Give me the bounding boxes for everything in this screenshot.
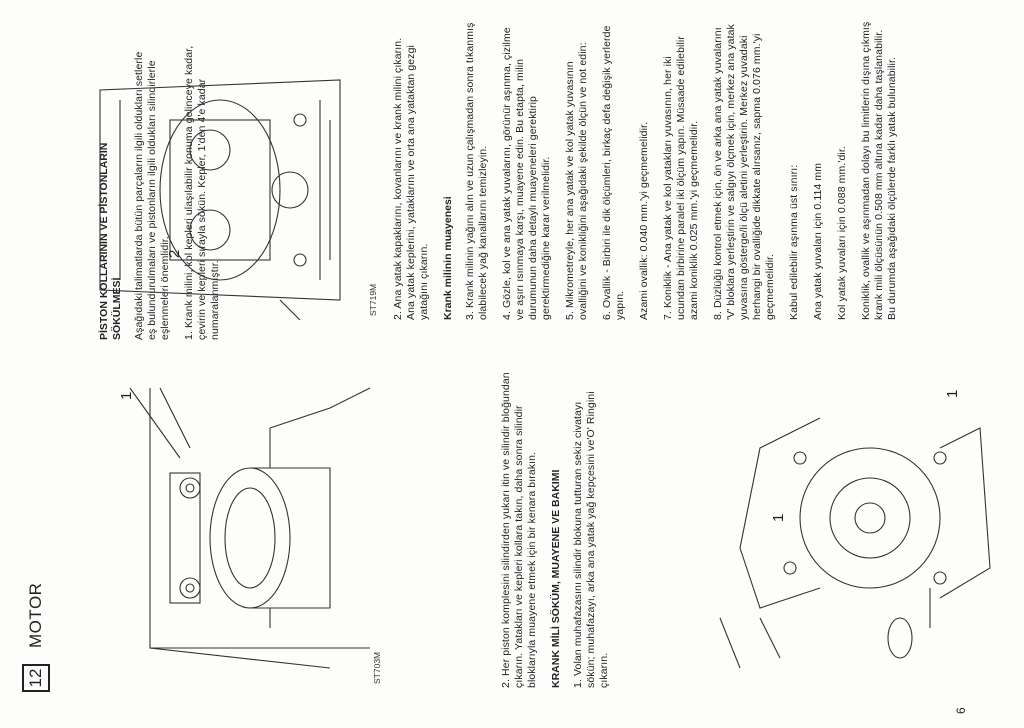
- paragraph: 4. Gözle, kol ve ana yatak yuvalarını, görünür aşınma, çizilme ve aşırı ısınmaya karşı, muayene edin. Bu etapta, milin durumunun daha detaylı muayeneleri gerektirip gerektirmediğine karar verilmelidir.: [501, 27, 552, 320]
- heading-piston-rods: PİSTON KOLLARININ VE PİSTONLARIN: [98, 142, 110, 340]
- figure-callout-1: 1: [770, 513, 787, 522]
- page-number: 6: [954, 707, 968, 714]
- crankshaft-illustration: [60, 60, 380, 320]
- paragraph: 1. Volan muhafazasını silindir blokuna tutturan sekiz civatayı sökün; muhafazayı, arka ana yatak yağ kepçesini ve'O' Ringini çıkarın.: [572, 391, 610, 688]
- figure-callout-2: 2: [166, 249, 183, 258]
- paragraph: Koniklik, ovallik ve aşınmadan dolayı bu limitlerin dışına çıkmış krank mili ölçüsünün 0.508 mm altına kadar daha taşlanabilir. Bu durumda aşağıdaki ölçülerde farklı yatak bulunabilir.: [860, 21, 898, 320]
- paragraph: 2. Her piston komplesini silindirden yukarı itin ve silindir bloğundan çıkarın. Yatakları ve kepleri kollara takın, daha sonra silindir bloklarıyla muayene etmek için bir kenara bırakın.: [500, 372, 538, 688]
- figure-callout-1: 1: [944, 389, 961, 398]
- paragraph: 7. Koniklik - Ana yatak ve kol yatakları yuvasının, her iki ucundan birbirine paralel iki ölçüm yapın. Müsaade edilebilir azami koniklik 0.025 mm.'yi geçmemelidir.: [662, 36, 700, 320]
- flywheel-housing-illustration: [700, 368, 1000, 688]
- paragraph: Kol yatak yuvaları için 0.088 mm.'dir.: [836, 146, 848, 320]
- heading-crankshaft-inspection: Krank milinin muayenesi: [442, 196, 454, 320]
- piston-caps-illustration: [70, 368, 380, 688]
- figure-callout-1: 1: [118, 391, 135, 400]
- paragraph: 3. Krank milinin yağını alın ve uzun çalışmadan sonra tıkanmış olabilecek yağ kanallarını temizleyin.: [464, 22, 489, 320]
- chapter-number-box: 12: [22, 664, 50, 692]
- figure-piston-caps: [70, 368, 380, 688]
- figure-crankshaft-removal: [60, 60, 380, 320]
- paragraph: Ana yatak yuvaları için 0.114 mm: [812, 162, 824, 320]
- paragraph: 6. Ovallik - Birbiri ile dik ölçümleri, birkaç defa değişik yerlerde yapın.: [601, 25, 626, 320]
- left-body-lower: [500, 368, 622, 688]
- chapter-title: MOTOR: [26, 582, 45, 648]
- paragraph-removal: 2. Ana yatak kapaklarını, kovanlarını ve krank milini çıkarın. Ana yatak keplerini, yataklarını ve orta ana yataktan gezgi yatağını çıkarın.: [392, 37, 430, 320]
- paragraph: Azami ovallik: 0.040 mm.'yi geçmemelidir.: [638, 121, 650, 320]
- paragraph: Kabul edilebilir aşınma üst sınırı:: [788, 164, 800, 320]
- figure-flywheel-housing: [700, 368, 1000, 688]
- paragraph: 5. Mikrometreyle, her ana yatak ve kol yatak yuvasının ovalliğini ve konikliğini aşağıdaki şekilde ölçün ve not edin:: [564, 42, 589, 320]
- figure-code-st719m: ST719M: [368, 283, 378, 316]
- paragraph: Aşağıdaki talimatlarda bütün parçaların ilgili oldukları setlerle eş bulundurulmaları ve pistonların ilgili oldukları silindirlerle eşlenmeleri önemlidir.: [133, 51, 171, 340]
- right-body: [392, 20, 910, 320]
- heading-piston-rods-2: SÖKÜLMESİ: [111, 277, 123, 340]
- figure-code-st703m: ST703M: [372, 651, 382, 684]
- paragraph: 1. Krank milini, kol kepleri ulaşılabilir konuma gelinceye kadar, çevirin ve kepleri sırayla sökün. Kepler, 1'den 4'e kadar numaralanmıştır.: [183, 45, 221, 340]
- heading-crankshaft: KRANK MİLİ SÖKÜM, MUAYENE VE BAKIMI: [550, 469, 562, 688]
- paragraph: 8. Düzlüğü kontrol etmek için, ön ve arka ana yatak yuvalarını 'V' bloklara yerleştirin ve salgıyı ölçmek için, merkez ana yatak yuvasına gösterge/li ölçü aletini yerleştirin. Merkez yuvadaki herhangi bir ovalliğide dikkate alırsanız, sapma 0.076 mm.'yi geçmemelidir.: [712, 24, 776, 320]
